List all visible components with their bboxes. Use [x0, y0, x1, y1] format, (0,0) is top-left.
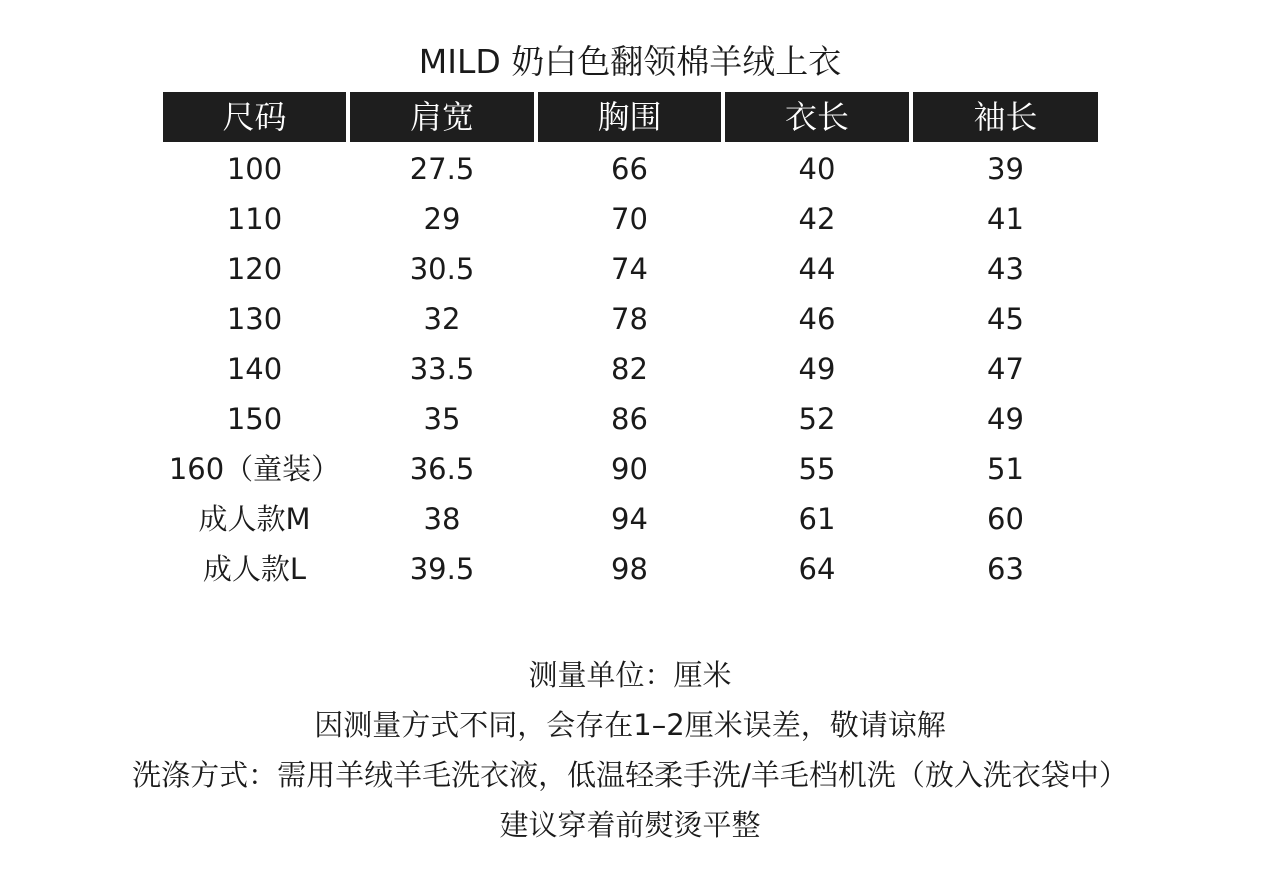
note-ironing: 建议穿着前熨烫平整 [499, 808, 761, 842]
cell-sleeve-length: 41 [987, 202, 1024, 236]
cell-size: 160（童装） [168, 452, 341, 486]
note-washing: 洗涤方式：需用羊绒羊毛洗衣液，低温轻柔手洗/羊毛档机洗（放入洗衣袋中） [132, 758, 1128, 792]
table-row [163, 494, 1098, 544]
cell-shoulder-width: 33.5 [409, 352, 475, 386]
cell-length: 46 [798, 302, 836, 336]
cell-length: 52 [798, 402, 836, 436]
cell-sleeve-length: 47 [987, 352, 1024, 386]
cell-length: 49 [798, 352, 836, 386]
cell-shoulder-width: 27.5 [409, 152, 475, 186]
cell-chest: 82 [611, 352, 648, 386]
cell-sleeve-length: 60 [987, 502, 1024, 536]
header-chest: 胸围 [538, 92, 721, 142]
table-row [163, 244, 1098, 294]
cell-length: 40 [798, 152, 836, 186]
cell-size: 150 [226, 402, 283, 436]
cell-sleeve-length: 49 [987, 402, 1024, 436]
table-header-row [163, 92, 1098, 142]
cell-shoulder-width: 32 [423, 302, 461, 336]
cell-shoulder-width: 35 [423, 402, 461, 436]
table-row [163, 394, 1098, 444]
cell-chest: 90 [611, 452, 648, 486]
table-row [163, 194, 1098, 244]
cell-chest: 78 [611, 302, 648, 336]
cell-length: 55 [798, 452, 836, 486]
note-tolerance: 因测量方式不同，会存在1–2厘米误差，敬请谅解 [314, 708, 946, 742]
cell-length: 61 [798, 502, 836, 536]
cell-chest: 94 [611, 502, 648, 536]
size-chart-table [163, 92, 1098, 594]
header-length: 衣长 [725, 92, 909, 142]
cell-size: 120 [226, 252, 283, 286]
cell-shoulder-width: 36.5 [409, 452, 475, 486]
table-row [163, 144, 1098, 194]
header-sleeve-length: 袖长 [913, 92, 1098, 142]
table-body [163, 144, 1098, 594]
note-unit: 测量单位：厘米 [528, 658, 732, 692]
cell-size: 100 [226, 152, 283, 186]
notes-section [0, 650, 1260, 850]
cell-chest: 86 [611, 402, 648, 436]
cell-sleeve-length: 63 [987, 552, 1024, 586]
table-row [163, 344, 1098, 394]
cell-shoulder-width: 39.5 [409, 552, 475, 586]
cell-length: 44 [798, 252, 836, 286]
cell-chest: 66 [611, 152, 648, 186]
table-row [163, 444, 1098, 494]
page-title: MILD 奶白色翻领棉羊绒上衣 [418, 42, 842, 81]
cell-shoulder-width: 30.5 [409, 252, 475, 286]
cell-chest: 70 [611, 202, 648, 236]
cell-sleeve-length: 51 [987, 452, 1024, 486]
cell-shoulder-width: 38 [423, 502, 461, 536]
table-row [163, 544, 1098, 594]
cell-chest: 98 [611, 552, 648, 586]
cell-size: 成人款M [198, 502, 311, 536]
table-row [163, 294, 1098, 344]
cell-size: 成人款L [202, 552, 307, 586]
cell-size: 140 [226, 352, 283, 386]
header-shoulder-width: 肩宽 [350, 92, 534, 142]
cell-sleeve-length: 45 [987, 302, 1024, 336]
cell-sleeve-length: 39 [987, 152, 1024, 186]
cell-length: 64 [798, 552, 836, 586]
cell-shoulder-width: 29 [423, 202, 461, 236]
cell-length: 42 [798, 202, 836, 236]
header-size: 尺码 [163, 92, 346, 142]
cell-chest: 74 [611, 252, 648, 286]
cell-size: 110 [226, 202, 283, 236]
cell-size: 130 [226, 302, 283, 336]
cell-sleeve-length: 43 [987, 252, 1024, 286]
